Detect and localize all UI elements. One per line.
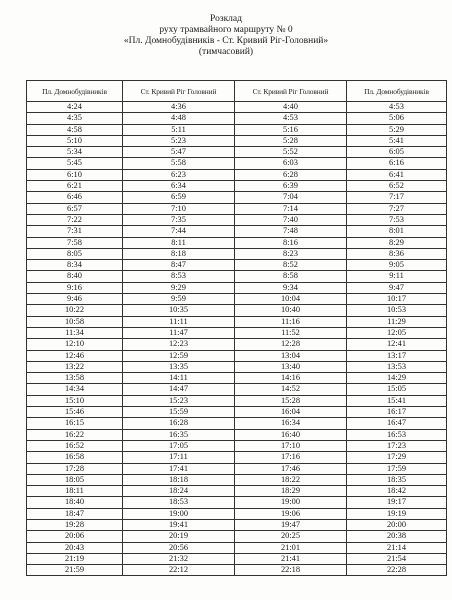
time-cell: 9:05: [347, 260, 447, 271]
time-cell: 21:19: [27, 553, 123, 564]
time-cell: 12:05: [347, 327, 447, 338]
time-cell: 13:04: [235, 350, 347, 361]
time-cell: 4:48: [123, 113, 235, 124]
time-cell: 17:28: [27, 463, 123, 474]
column-header: Ст. Кривий Ріг Головний: [123, 81, 235, 102]
table-row: [27, 181, 447, 192]
time-cell: 10:35: [123, 305, 235, 316]
table-row: [27, 395, 447, 406]
time-cell: 8:11: [123, 237, 235, 248]
time-cell: 8:23: [235, 248, 347, 259]
time-cell: 6:16: [347, 158, 447, 169]
table-row: [27, 294, 447, 305]
time-cell: 5:45: [27, 158, 123, 169]
time-cell: 7:27: [347, 203, 447, 214]
time-cell: 12:46: [27, 350, 123, 361]
time-cell: 10:53: [347, 305, 447, 316]
table-row: [27, 113, 447, 124]
time-cell: 18:18: [123, 474, 235, 485]
time-cell: 5:52: [235, 147, 347, 158]
time-cell: 8:36: [347, 248, 447, 259]
column-header: Ст. Кривий Ріг Головний: [235, 81, 347, 102]
time-cell: 19:47: [235, 519, 347, 530]
time-cell: 5:28: [235, 135, 347, 146]
time-cell: 4:24: [27, 102, 123, 113]
time-cell: 13:53: [347, 361, 447, 372]
time-cell: 4:53: [347, 102, 447, 113]
time-cell: 6:21: [27, 181, 123, 192]
time-cell: 4:36: [123, 102, 235, 113]
table-row: [27, 486, 447, 497]
time-cell: 10:22: [27, 305, 123, 316]
time-cell: 7:58: [27, 237, 123, 248]
document-title: Розклад: [210, 14, 242, 24]
time-cell: 9:47: [347, 282, 447, 293]
time-cell: 16:04: [235, 407, 347, 418]
table-row: [27, 135, 447, 146]
table-row: [27, 407, 447, 418]
time-cell: 21:32: [123, 553, 235, 564]
time-cell: 16:28: [123, 418, 235, 429]
time-cell: 6:28: [235, 169, 347, 180]
time-cell: 22:18: [235, 565, 347, 576]
time-cell: 12:10: [27, 339, 123, 350]
time-cell: 4:58: [27, 124, 123, 135]
time-cell: 13:22: [27, 361, 123, 372]
time-cell: 7:17: [347, 192, 447, 203]
document-subtitle: руху трамвайного маршруту № 0: [159, 25, 293, 35]
table-row: [27, 158, 447, 169]
table-row: [27, 169, 447, 180]
time-cell: 19:41: [123, 519, 235, 530]
time-cell: 5:10: [27, 135, 123, 146]
time-cell: 4:35: [27, 113, 123, 124]
time-cell: 15:41: [347, 395, 447, 406]
time-cell: 14:34: [27, 384, 123, 395]
time-cell: 20:38: [347, 531, 447, 542]
time-cell: 7:44: [123, 226, 235, 237]
time-cell: 12:23: [123, 339, 235, 350]
time-cell: 8:58: [235, 271, 347, 282]
time-cell: 20:00: [347, 519, 447, 530]
time-cell: 15:23: [123, 395, 235, 406]
time-cell: 18:47: [27, 508, 123, 519]
time-cell: 9:11: [347, 271, 447, 282]
time-cell: 5:58: [123, 158, 235, 169]
table-row: [27, 440, 447, 451]
time-cell: 21:14: [347, 542, 447, 553]
time-cell: 15:46: [27, 407, 123, 418]
time-cell: 14:29: [347, 373, 447, 384]
time-cell: 13:17: [347, 350, 447, 361]
schedule-table-body: [27, 102, 447, 576]
time-cell: 16:34: [235, 418, 347, 429]
time-cell: 11:16: [235, 316, 347, 327]
time-cell: 6:10: [27, 169, 123, 180]
column-header: Пл. Домнобудівників: [27, 81, 123, 102]
time-cell: 8:34: [27, 260, 123, 271]
time-cell: 7:35: [123, 214, 235, 225]
time-cell: 18:24: [123, 486, 235, 497]
time-cell: 7:04: [235, 192, 347, 203]
time-cell: 4:40: [235, 102, 347, 113]
time-cell: 4:53: [235, 113, 347, 124]
time-cell: 18:11: [27, 486, 123, 497]
time-cell: 14:47: [123, 384, 235, 395]
column-header: Пл. Домнобудівників: [347, 81, 447, 102]
time-cell: 14:11: [123, 373, 235, 384]
time-cell: 21:54: [347, 553, 447, 564]
time-cell: 21:01: [235, 542, 347, 553]
time-cell: 13:35: [123, 361, 235, 372]
time-cell: 8:05: [27, 248, 123, 259]
time-cell: 18:42: [347, 486, 447, 497]
schedule-table-head: [27, 81, 447, 102]
time-cell: 16:52: [27, 440, 123, 451]
table-row: [27, 214, 447, 225]
table-row: [27, 519, 447, 530]
time-cell: 6:05: [347, 147, 447, 158]
time-cell: 17:46: [235, 463, 347, 474]
time-cell: 6:46: [27, 192, 123, 203]
time-cell: 15:10: [27, 395, 123, 406]
time-cell: 11:29: [347, 316, 447, 327]
table-row: [27, 226, 447, 237]
time-cell: 7:48: [235, 226, 347, 237]
time-cell: 5:41: [347, 135, 447, 146]
time-cell: 8:29: [347, 237, 447, 248]
time-cell: 5:47: [123, 147, 235, 158]
time-cell: 11:34: [27, 327, 123, 338]
time-cell: 16:47: [347, 418, 447, 429]
time-cell: 12:41: [347, 339, 447, 350]
time-cell: 9:46: [27, 294, 123, 305]
time-cell: 13:40: [235, 361, 347, 372]
time-cell: 5:29: [347, 124, 447, 135]
time-cell: 13:58: [27, 373, 123, 384]
time-cell: 12:59: [123, 350, 235, 361]
table-row: [27, 452, 447, 463]
header-row: [27, 81, 447, 102]
time-cell: 21:41: [235, 553, 347, 564]
time-cell: 7:40: [235, 214, 347, 225]
time-cell: 19:00: [123, 508, 235, 519]
time-cell: 16:22: [27, 429, 123, 440]
table-row: [27, 339, 447, 350]
time-cell: 6:52: [347, 181, 447, 192]
time-cell: 7:31: [27, 226, 123, 237]
time-cell: 8:53: [123, 271, 235, 282]
time-cell: 7:53: [347, 214, 447, 225]
table-row: [27, 305, 447, 316]
time-cell: 15:05: [347, 384, 447, 395]
time-cell: 7:10: [123, 203, 235, 214]
time-cell: 6:39: [235, 181, 347, 192]
time-cell: 18:22: [235, 474, 347, 485]
time-cell: 17:59: [347, 463, 447, 474]
table-row: [27, 192, 447, 203]
table-row: [27, 463, 447, 474]
time-cell: 19:28: [27, 519, 123, 530]
time-cell: 18:40: [27, 497, 123, 508]
time-cell: 18:05: [27, 474, 123, 485]
table-row: [27, 248, 447, 259]
time-cell: 10:58: [27, 316, 123, 327]
table-row: [27, 327, 447, 338]
time-cell: 6:59: [123, 192, 235, 203]
time-cell: 16:35: [123, 429, 235, 440]
table-row: [27, 147, 447, 158]
time-cell: 8:16: [235, 237, 347, 248]
time-cell: 5:11: [123, 124, 235, 135]
table-row: [27, 203, 447, 214]
time-cell: 6:34: [123, 181, 235, 192]
time-cell: 5:34: [27, 147, 123, 158]
time-cell: 6:23: [123, 169, 235, 180]
time-cell: 17:23: [347, 440, 447, 451]
time-cell: 5:06: [347, 113, 447, 124]
time-cell: 17:29: [347, 452, 447, 463]
time-cell: 22:12: [123, 565, 235, 576]
time-cell: 16:17: [347, 407, 447, 418]
table-row: [27, 124, 447, 135]
table-row: [27, 418, 447, 429]
time-cell: 9:16: [27, 282, 123, 293]
time-cell: 17:16: [235, 452, 347, 463]
time-cell: 16:15: [27, 418, 123, 429]
time-cell: 15:28: [235, 395, 347, 406]
table-row: [27, 384, 447, 395]
time-cell: 8:40: [27, 271, 123, 282]
time-cell: 17:05: [123, 440, 235, 451]
time-cell: 11:11: [123, 316, 235, 327]
time-cell: 5:16: [235, 124, 347, 135]
document-header: [0, 14, 452, 58]
time-cell: 11:47: [123, 327, 235, 338]
table-row: [27, 565, 447, 576]
table-row: [27, 429, 447, 440]
route-name: «Пл. Домнобудівників - Ст. Кривий Ріг-Головний»: [123, 36, 329, 46]
table-row: [27, 497, 447, 508]
time-cell: 10:04: [235, 294, 347, 305]
time-cell: 19:19: [347, 508, 447, 519]
time-cell: 6:03: [235, 158, 347, 169]
time-cell: 18:53: [123, 497, 235, 508]
time-cell: 17:11: [123, 452, 235, 463]
time-cell: 8:47: [123, 260, 235, 271]
time-cell: 5:23: [123, 135, 235, 146]
table-row: [27, 373, 447, 384]
time-cell: 16:58: [27, 452, 123, 463]
table-row: [27, 508, 447, 519]
table-row: [27, 102, 447, 113]
time-cell: 9:34: [235, 282, 347, 293]
table-row: [27, 350, 447, 361]
time-cell: 21:59: [27, 565, 123, 576]
table-row: [27, 316, 447, 327]
time-cell: 16:53: [347, 429, 447, 440]
table-row: [27, 361, 447, 372]
time-cell: 8:18: [123, 248, 235, 259]
table-row: [27, 531, 447, 542]
time-cell: 6:41: [347, 169, 447, 180]
time-cell: 18:29: [235, 486, 347, 497]
time-cell: 15:59: [123, 407, 235, 418]
table-row: [27, 260, 447, 271]
time-cell: 17:10: [235, 440, 347, 451]
time-cell: 17:41: [123, 463, 235, 474]
table-row: [27, 271, 447, 282]
time-cell: 14:16: [235, 373, 347, 384]
schedule-table: [26, 80, 447, 576]
time-cell: 16:40: [235, 429, 347, 440]
temporary-note: (тимчасовий): [198, 47, 254, 57]
time-cell: 9:29: [123, 282, 235, 293]
table-row: [27, 237, 447, 248]
time-cell: 18:35: [347, 474, 447, 485]
table-row: [27, 542, 447, 553]
time-cell: 22:28: [347, 565, 447, 576]
time-cell: 19:17: [347, 497, 447, 508]
time-cell: 14:52: [235, 384, 347, 395]
time-cell: 10:40: [235, 305, 347, 316]
time-cell: 19:00: [235, 497, 347, 508]
time-cell: 9:59: [123, 294, 235, 305]
time-cell: 8:01: [347, 226, 447, 237]
time-cell: 20:06: [27, 531, 123, 542]
time-cell: 8:52: [235, 260, 347, 271]
time-cell: 20:43: [27, 542, 123, 553]
time-cell: 7:22: [27, 214, 123, 225]
table-row: [27, 474, 447, 485]
time-cell: 20:56: [123, 542, 235, 553]
table-row: [27, 553, 447, 564]
time-cell: 20:19: [123, 531, 235, 542]
time-cell: 7:14: [235, 203, 347, 214]
time-cell: 20:25: [235, 531, 347, 542]
time-cell: 10:17: [347, 294, 447, 305]
time-cell: 11:52: [235, 327, 347, 338]
time-cell: 6:57: [27, 203, 123, 214]
time-cell: 12:28: [235, 339, 347, 350]
time-cell: 19:06: [235, 508, 347, 519]
table-row: [27, 282, 447, 293]
